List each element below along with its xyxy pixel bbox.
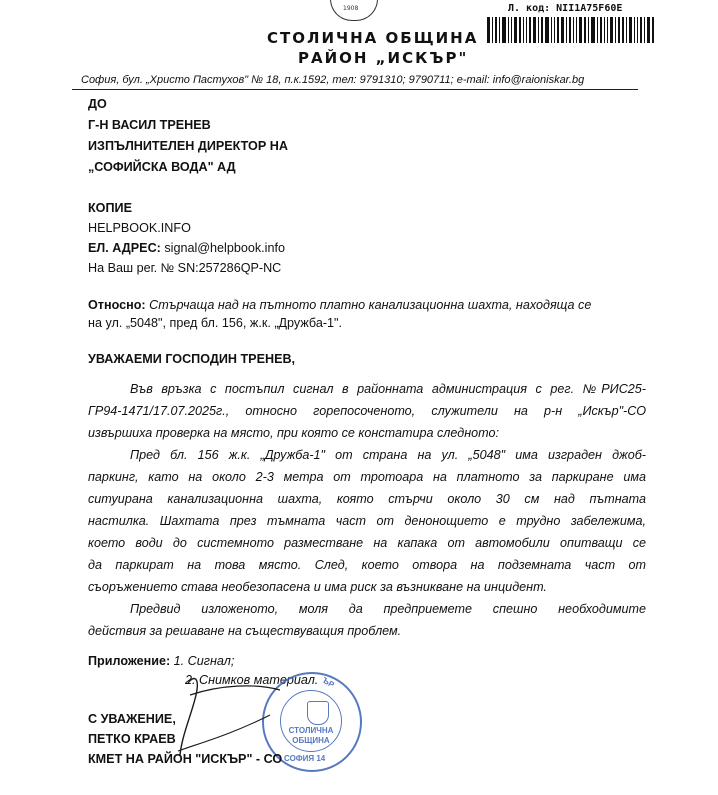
email-label: ЕЛ. АДРЕС:	[88, 241, 161, 255]
body-p3-line1: Предвид изложеното, моля да предприемете спешно необходимите	[130, 602, 646, 616]
stamp-text-2: ОБЩИНА	[292, 736, 330, 745]
crest-year: 1908	[343, 5, 359, 12]
body-p2-line5: което води до системното разместване на капака от автомобили опитващи се	[88, 536, 646, 550]
barcode-bar	[584, 17, 586, 43]
municipality-crest	[330, 0, 378, 21]
recipient-name: Г-Н ВАСИЛ ТРЕНЕВ	[88, 118, 211, 132]
body-p2-line2: паркинг, като на около 2-3 метра от тротоара на платното за паркиране има	[88, 470, 646, 484]
barcode-bar	[541, 17, 543, 43]
recipient-company: „СОФИЙСКА ВОДА" АД	[88, 160, 236, 174]
barcode-bar	[492, 17, 493, 43]
barcode-bar	[523, 17, 524, 43]
signatory-name: ПЕТКО КРАЕВ	[88, 732, 176, 746]
stamp-crest-icon	[307, 701, 329, 725]
barcode-bar	[644, 17, 645, 43]
barcode-bar	[538, 17, 539, 43]
email-address: signal@helpbook.info	[164, 241, 285, 255]
body-p2-line4: настилка. Шахтата през тъмната част от денонощието е трудно забележима,	[88, 514, 646, 528]
body-p2-line7: съоръжението става необезопасена и има риск за възникване на инцидент.	[88, 580, 547, 594]
barcode-bar	[566, 17, 567, 43]
barcode-bar	[652, 17, 654, 43]
barcode-bar	[569, 17, 571, 43]
barcode-bar	[557, 17, 559, 43]
barcode-bar	[600, 17, 602, 43]
barcode-bar	[511, 17, 512, 43]
stamp-top-text: ЪР	[320, 675, 336, 690]
reference-number: На Ваш рег. № SN:257286QP-NC	[88, 261, 282, 275]
recipient-to: ДО	[88, 97, 107, 111]
subject-line-2: на ул. „5048", пред бл. 156, ж.к. „Дружба-1".	[88, 316, 343, 330]
barcode-bar	[647, 17, 650, 43]
body-p1-line3: извършиха проверка на място, при която се констатира следното:	[88, 426, 499, 440]
recipient-position: ИЗПЪЛНИТЕЛЕН ДИРЕКТОР НА	[88, 139, 288, 153]
district-name: РАЙОН „ИСКЪР"	[298, 49, 469, 67]
barcode-bar	[640, 17, 642, 43]
barcode-bar	[604, 17, 605, 43]
body-p1-line1: Във връзка с постъпил сигнал в районната администрация с рег. №РИС25-	[130, 382, 646, 396]
signatory-title: КМЕТ НА РАЙОН "ИСКЪР" - СО	[88, 752, 283, 766]
barcode-bar	[622, 17, 624, 43]
barcode-bar	[533, 17, 536, 43]
barcode-bar	[529, 17, 531, 43]
copy-site: HELPBOOK.INFO	[88, 221, 191, 235]
barcode-bar	[588, 17, 589, 43]
document-code: Л. код: NII1A75F60E	[508, 3, 623, 14]
barcode-bar	[551, 17, 552, 43]
barcode-bar	[618, 17, 620, 43]
barcode-bar	[508, 17, 509, 43]
barcode-bar	[561, 17, 564, 43]
barcode-bar	[637, 17, 638, 43]
body-p2-line1: Пред бл. 156 ж.к. „Дружба-1" от страна на ул. „5048" има изграден джоб-	[130, 448, 646, 462]
header-divider	[72, 89, 638, 90]
municipality-name: СТОЛИЧНА ОБЩИНА	[267, 29, 479, 47]
copy-email-line	[88, 241, 285, 256]
barcode-bar	[514, 17, 517, 43]
barcode-bar	[607, 17, 608, 43]
body-p2-line3: ситуирана канализационна шахта, която стърчи около 30 см над пътната	[88, 492, 646, 506]
barcode	[487, 17, 712, 43]
barcode-bar	[576, 17, 577, 43]
barcode-bar	[615, 17, 616, 43]
attachment-item-2: 2. Снимков материал.	[185, 673, 319, 687]
body-p3-line2: действия за решаване на съществуващия проблем.	[88, 624, 402, 638]
barcode-bar	[579, 17, 582, 43]
closing: С УВАЖЕНИЕ,	[88, 712, 176, 726]
stamp-text-1: СТОЛИЧНА	[288, 726, 334, 735]
barcode-bar	[629, 17, 632, 43]
barcode-bar	[502, 17, 506, 43]
barcode-bar	[626, 17, 627, 43]
barcode-bar	[487, 17, 490, 43]
barcode-bar	[545, 17, 549, 43]
barcode-bar	[519, 17, 521, 43]
barcode-bar	[495, 17, 497, 43]
barcode-bar	[499, 17, 500, 43]
subject-text-1: Стърчаща над на пътното платно канализационна шахта, находяща се	[149, 298, 592, 312]
stamp-bottom-text: СОФИЯ 14	[284, 754, 326, 763]
copy-label: КОПИЕ	[88, 201, 132, 215]
barcode-bar	[634, 17, 635, 43]
subject-line-1	[88, 298, 591, 313]
body-p1-line2: ГР94-1471/17.07.2025г., относно горепосоченото, служители на р-н „Искър"-СО	[88, 404, 646, 418]
address-line: София, бул. „Христо Пастухов" № 18, п.к.1592, тел: 9791310; 9790711; e-mail: info@raioniskar.bg	[81, 74, 585, 86]
barcode-bar	[597, 17, 598, 43]
barcode-bar	[573, 17, 574, 43]
barcode-bar	[526, 17, 527, 43]
barcode-bar	[591, 17, 595, 43]
body-p2-line6: да паркират на това място. След, което отвора на подземната част от	[88, 558, 646, 572]
barcode-bar	[554, 17, 555, 43]
barcode-bar	[610, 17, 613, 43]
attachment-item-1: 1. Сигнал;	[173, 654, 235, 668]
salutation: УВАЖАЕМИ ГОСПОДИН ТРЕНЕВ,	[88, 352, 296, 366]
attachments-label: Приложение:	[88, 654, 171, 668]
subject-label: Относно:	[88, 298, 146, 312]
